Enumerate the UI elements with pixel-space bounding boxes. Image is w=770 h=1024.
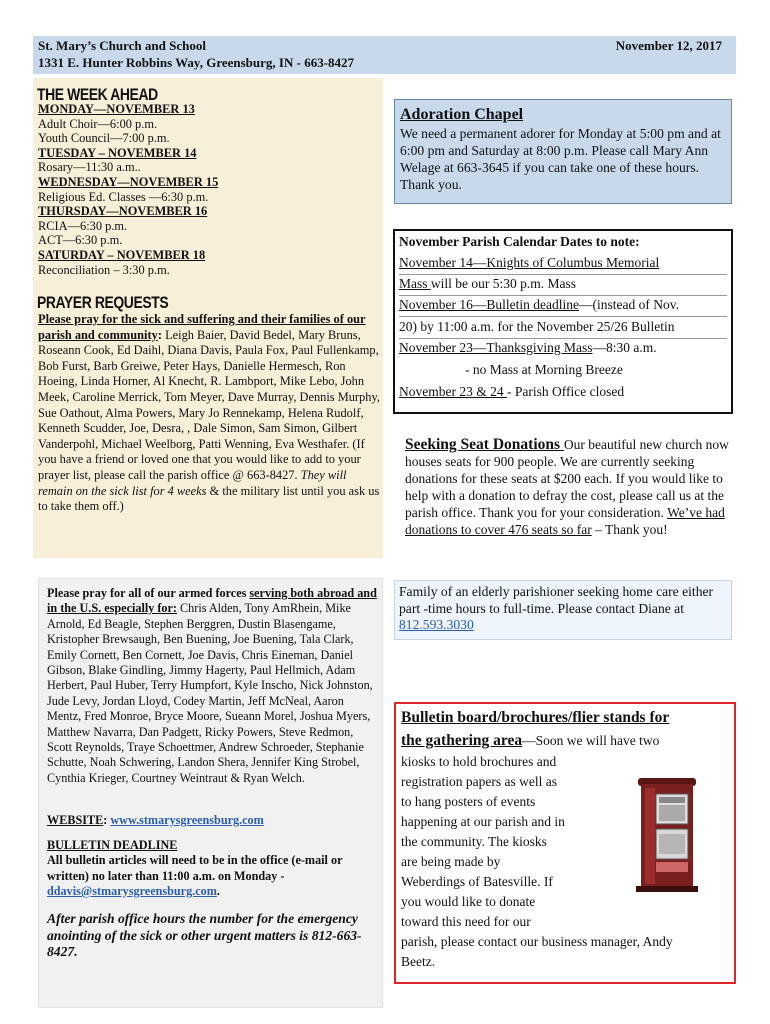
kiosk-image xyxy=(632,774,702,894)
week-schedule xyxy=(38,102,378,277)
bulletin-deadline-title: BULLETIN DEADLINE xyxy=(47,837,178,852)
schedule-event: Religious Ed. Classes —6:30 p.m. xyxy=(38,189,209,204)
seat-donations-body: Our beautiful new church now houses seats for 900 people. We are currently seeking donations for these seats at $200 each. If you would like to help with a donation to defray the cost, please call us at the parish office. Thank you for your consideration. xyxy=(405,437,729,520)
home-care-phone-link[interactable]: 812.593.3030 xyxy=(399,617,474,632)
schedule-day: MONDAY—NOVEMBER 13 xyxy=(38,102,195,116)
website-label: WEBSITE xyxy=(47,813,104,828)
after-hours-note: After parish office hours the number for the emergency anointing of the sick or other urgent matters is 812-663-8427. xyxy=(47,911,362,960)
bulletin-board-line: kiosks to hold brochures and xyxy=(401,754,557,769)
armed-forces-intro: Please pray for all of our armed forces xyxy=(47,586,250,600)
prayer-names: Leigh Baier, David Bedel, Mary Bruns, Roseann Cook, Ed Daihl, Diana Davis, Paula Fox, Paul Fullenkamp, Bob Furst, Barb Greiwe, Peter Hays, Danielle Hermesch, Ron Hoeing, Linda Horner, Al Knecht, R. Lambport, Mike Lebo, John Meek, Caroline Merrick, Tom Meyer, Dave Murray, Dennis Murphy, Sue Oathout, Alma Powers, Mary Jo Rennekamp, Helena Rudolf, Kenneth Scudder, Joe, Desra, , Dale Simon, Sam Simon, Gilbert Vanderpohl, Michael Weelborg, Patti Wenning, Eva Westhafer. xyxy=(38,327,380,451)
bulletin-board-line: you would like to donate xyxy=(401,894,536,909)
seat-donations-end: – Thank you! xyxy=(591,522,668,537)
calendar-line: November 23—Thanksgiving Mass xyxy=(399,340,593,355)
armed-forces-names: Chris Alden, Tony AmRhein, Mike Arnold, Ed Beagle, Stephen Berggren, Dustin Blasengame, Kristopher Brewsaugh, Ben Buening, Joe Buening, Tala Clark, Emily Cornett, Ben Cornett, Joe Davis, Chris Eineman, Daniel Gibson, Blake Gindling, Jimmy Hagerty, Paul Hellmich, Adam Herbert, Paul Huber, Terry Humpfort, Kyle Inscho, Nick Johnston, Jude Levy, Jordan Lloyd, Codey Martin, Jeff McNeal, Aaron Mentz, Fred Monroe, Bryce Moore, Sueann Morel, Joshua Myers, Matthew Navarra, Dan Padgett, Ricky Powers, Steve Redmon, Scott Reynolds, Traye Schoettmer, Andrew Schroeder, Stephanie Schutte, Noah Schwering, Landon Shera, Jennifer King Strobel, Cynthia Krieger, Courtney Weintraut & Ryan Welch. xyxy=(47,601,373,785)
schedule-event: RCIA—6:30 p.m. xyxy=(38,218,128,233)
week-ahead-heading: THE WEEK AHEAD xyxy=(37,85,158,104)
calendar-line: will be our 5:30 p.m. Mass xyxy=(430,276,577,291)
deadline-text: All bulletin articles will need to be in the office (e-mail or written) no later than 11:00 a.m. on Monday - xyxy=(47,853,343,883)
deadline-email-link[interactable]: ddavis@stmarysgreensburg.com xyxy=(47,883,217,898)
prayer-note-end: & the military list until you ask us to take them off.) xyxy=(38,483,380,514)
prayer-requests-text: Please pray for the sick and suffering and their families of our parish and community: Leigh Baier, David Bedel, Mary Bruns, Roseann Cook, Ed Daihl, Diana Davis, Paula Fox, Paul Fullenkamp, Bob Furst, Barb Greiwe, Peter Hays, Danielle Hermesch, Ron Hoeing, Linda Horner, Al Knecht, R. Lambport, Mike Lebo, John Meek, Caroline Merrick, Tom Meyer, Dave Murray, Dennis Murphy, Sue Oathout, Alma Powers, Mary Jo Rennekamp, Helena Rudolf, Kenneth Scudder, Joe, Desra, , Dale Simon, Sam Simon, Gilbert Vanderpohl, Michael Weelborg, Patti Wenning, Eva Westhafer. (If you have a friend or loved one that you would like to add to your prayer list, please call the parish office @ 663-8427. They will remain on the sick list for 4 weeks & the military list until you ask us to take them off.) xyxy=(38,312,380,514)
calendar-title: November Parish Calendar Dates to note: xyxy=(399,234,640,249)
adoration-title: Adoration Chapel xyxy=(400,106,524,123)
seat-donations-progress: We’ve had donations to cover 476 seats so far xyxy=(405,505,725,537)
schedule-day: THURSDAY—NOVEMBER 16 xyxy=(38,204,208,219)
prayer-intro: Please pray for the sick and suffering and their families of our parish and community xyxy=(38,312,366,342)
bulletin-board-line: toward this need for our xyxy=(401,914,531,929)
home-care-text: Family of an elderly parishioner seeking home care either part -time hours to full-time. Please contact Diane at xyxy=(399,584,714,616)
schedule-day: SATURDAY – NOVEMBER 18 xyxy=(38,247,206,262)
seat-donations xyxy=(405,436,731,538)
bulletin-board-line: the community. The kiosks xyxy=(401,834,547,849)
website-line: WEBSITE: www.stmarysgreensburg.com xyxy=(47,813,264,828)
home-care-notice xyxy=(394,580,732,640)
calendar-line: —8:30 a.m. xyxy=(592,340,657,355)
bulletin-board-line: registration papers as well as xyxy=(401,774,557,789)
schedule-event: Adult Choir—6:00 p.m. xyxy=(38,116,158,131)
bulletin-board-box xyxy=(394,702,736,984)
prayer-note-italic: They will remain on the sick list for 4 weeks xyxy=(38,467,347,498)
bulletin-board-line: to hang posters of events xyxy=(401,794,536,809)
armed-forces-intro-underlined: serving both abroad and in the U.S. especially for: xyxy=(47,586,377,616)
schedule-event: Rosary—11:30 a.m.. xyxy=(38,160,141,175)
calendar-line: —(instead of Nov. xyxy=(578,297,679,312)
bulletin-board-title: Bulletin board/brochures/flier stands for xyxy=(401,709,670,726)
seat-donations-title: Seeking Seat Donations xyxy=(405,436,564,453)
calendar-line: 20) by 11:00 a.m. for the November 25/26 Bulletin xyxy=(399,319,675,334)
armed-forces-list xyxy=(47,586,377,786)
website-link[interactable]: www.stmarysgreensburg.com xyxy=(110,813,264,828)
bulletin-deadline-body: All bulletin articles will need to be in the office (e-mail or written) no later than 11:00 a.m. on Monday - ddavis@stmarysgreensburg.com. xyxy=(47,853,343,898)
prayer-requests-heading: PRAYER REQUESTS xyxy=(37,293,169,312)
bulletin-header xyxy=(33,36,736,74)
church-name: St. Mary’s Church and School xyxy=(38,38,206,53)
bulletin-board-line: parish, please contact our business manager, Andy xyxy=(401,934,673,949)
calendar-line: - Parish Office closed xyxy=(506,384,625,399)
schedule-event: Youth Council—7:00 p.m. xyxy=(38,131,170,146)
calendar-line: November 16—Bulletin deadline xyxy=(399,297,579,312)
armed-forces-box xyxy=(38,578,383,1008)
bulletin-board-line: happening at our parish and in xyxy=(401,814,565,829)
bulletin-board-line: —Soon we will have two xyxy=(522,733,660,748)
calendar-line: November 23 & 24 xyxy=(399,384,507,399)
bulletin-board-title-2: the gathering area xyxy=(401,732,523,749)
bulletin-board-line: Weberdings of Batesville. If xyxy=(401,874,553,889)
adoration-chapel-box xyxy=(394,99,732,204)
schedule-event: ACT—6:30 p.m. xyxy=(38,233,123,248)
calendar-line: Mass xyxy=(399,276,431,291)
bulletin-board-line: Beetz. xyxy=(401,954,436,969)
bulletin-board-line: are being made by xyxy=(401,854,501,869)
calendar-line: - no Mass at Morning Breeze xyxy=(465,362,623,377)
prayer-note: (If you have a friend or loved one that you would like to add to your prayer list, please call the parish office @ 663-8427. xyxy=(38,436,365,482)
bulletin-date: November 12, 2017 xyxy=(615,38,722,53)
calendar-line: November 14—Knights of Columbus Memorial xyxy=(399,255,660,270)
schedule-day: WEDNESDAY—NOVEMBER 15 xyxy=(38,174,219,189)
schedule-day: TUESDAY – NOVEMBER 14 xyxy=(38,145,197,160)
adoration-body: We need a permanent adorer for Monday at 5:00 pm and at 6:00 pm and Saturday at 8:00 p.m. Please call Mary Ann Welage at 663-3645 if you can take one of these hours. Thank you. xyxy=(400,126,721,192)
parish-calendar-box xyxy=(393,229,733,414)
church-address: 1331 E. Hunter Robbins Way, Greensburg, IN - 663-8427 xyxy=(38,55,355,70)
schedule-event: Reconciliation – 3:30 p.m. xyxy=(38,262,170,277)
